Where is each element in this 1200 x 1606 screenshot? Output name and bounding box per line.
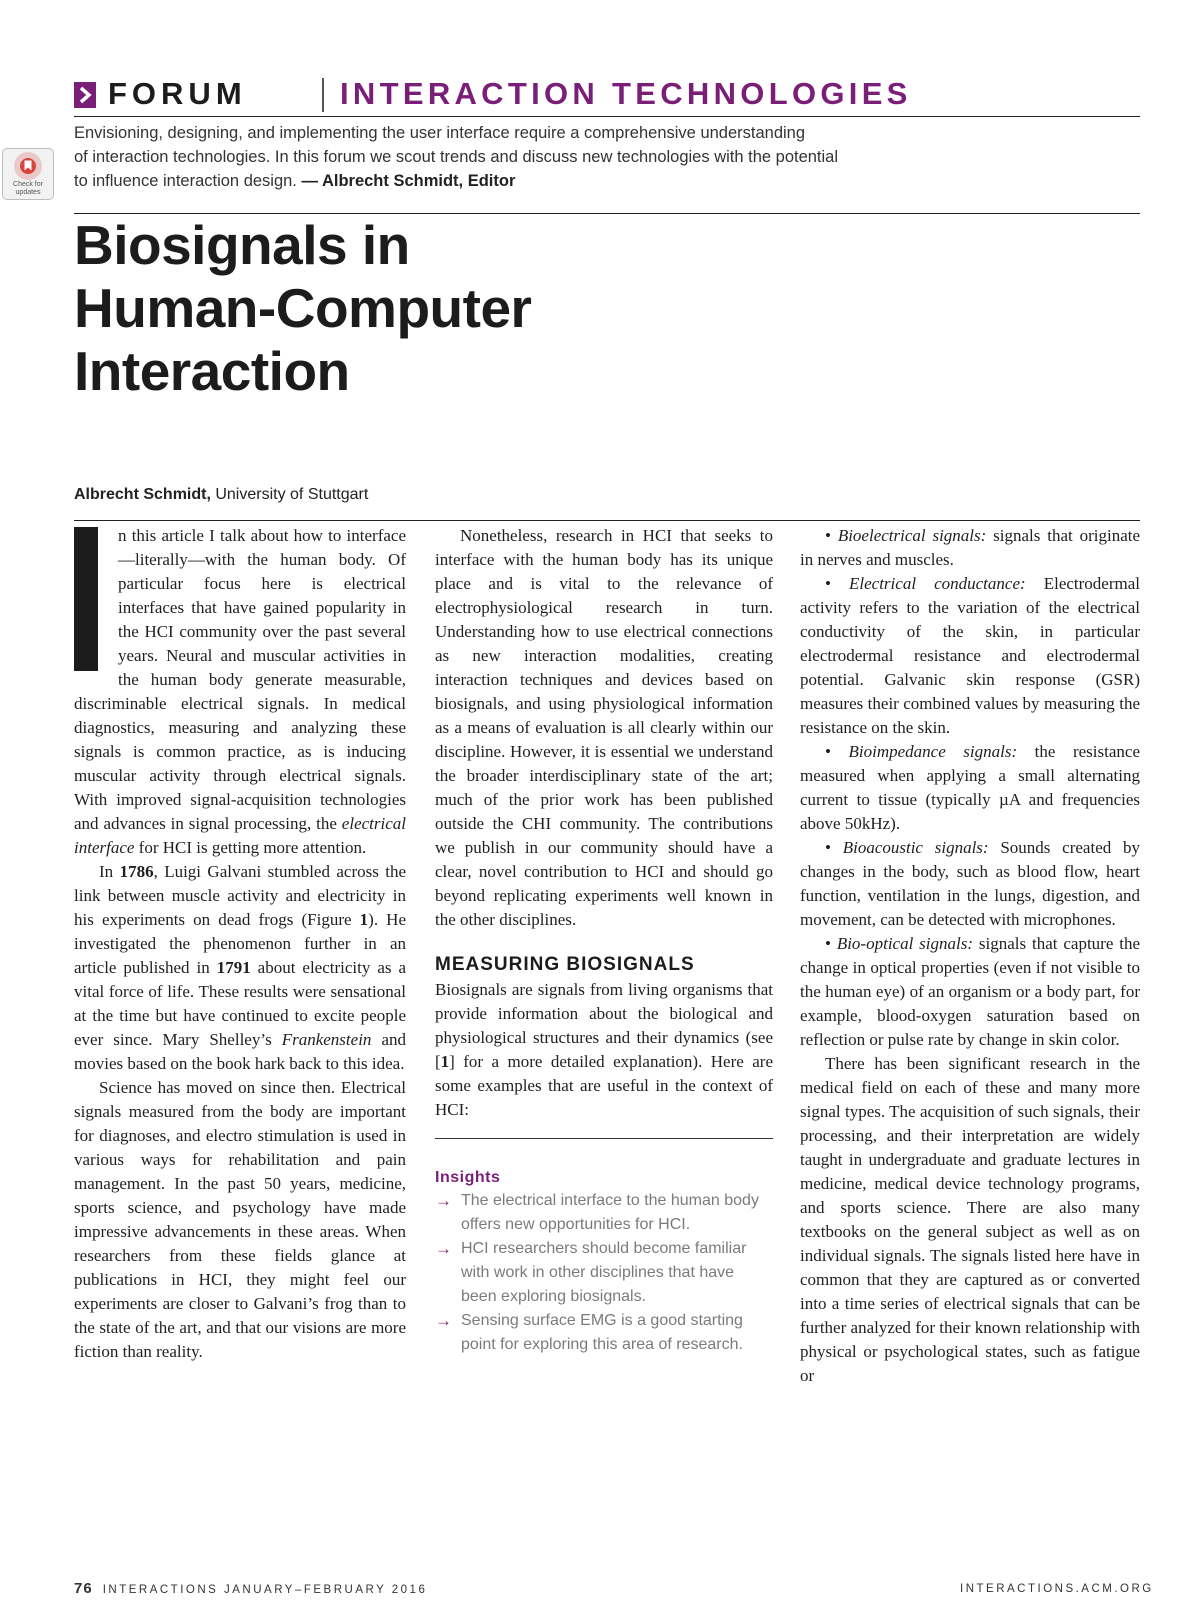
title-line: Biosignals in (74, 214, 410, 276)
signal-text: the resistance measured when applying a small alternating current to tissue (typically µA and frequencies above 50kHz). (800, 742, 1140, 833)
header-rule (74, 116, 1140, 117)
intro-editor: — Albrecht Schmidt, Editor (301, 172, 516, 190)
paragraph-text: , Luigi Galvani stumbled across the link between muscle activity and electricity in his experiments on dead frogs (Figure (74, 862, 406, 929)
forum-label: FORUM (108, 76, 247, 111)
signal-item (800, 572, 1140, 740)
article-title (74, 214, 874, 403)
forum-arrow-icon (74, 82, 96, 108)
signal-term: Bioimpedance signals: (848, 742, 1018, 761)
signal-item (800, 836, 1140, 932)
section-heading: MEASURING BIOSIGNALS (435, 954, 695, 975)
header-divider (322, 78, 324, 112)
insight-text: The electrical interface to the human body offers new opportunities for HCI. (461, 1192, 759, 1233)
reference-link[interactable]: 1 (440, 1052, 450, 1071)
journal-url[interactable]: INTERACTIONS.ACM.ORG (960, 1583, 1154, 1595)
year: 1786 (119, 862, 154, 881)
check-for-updates-label: Check for updates (13, 181, 43, 196)
signal-item (800, 740, 1140, 836)
signal-term: Bio-optical signals: (836, 934, 974, 953)
bullet: • (825, 742, 849, 761)
intro-line: of interaction technologies. In this forum we scout trends and discuss new technologies with the potential (74, 148, 839, 166)
arrow-right-icon: → (435, 1239, 452, 1258)
footer-left (74, 1580, 427, 1597)
check-for-updates-badge[interactable] (2, 148, 54, 200)
paragraph-text: ). He investigated the phenomenon further in an article published in (74, 910, 406, 977)
insight-item (435, 1237, 773, 1309)
emphasis: electrical interface (74, 814, 406, 857)
signal-text: signals that capture the change in optical properties (even if not visible to the human eye) of an organism or a body part, for example, blood-oxygen saturation based on reflection or pulse rate by change in skin color. (800, 934, 1141, 1049)
signal-text: Sounds created by changes in the body, such as blood flow, heart function, ventilation in the lungs, digestion, and movement, can be detected with microphones. (800, 838, 1140, 929)
signal-text: signals that originate in nerves and muscles. (800, 526, 1141, 569)
paragraph-text: n this article I talk about how to interface—literally—with the human body. Of particular focus here is electrical interfaces that have gained popularity in the HCI community over the past several years. Neural and muscular activities in the human body generate measurable, discriminable electrical signals. In medical diagnostics, measuring and analyzing these signals is common practice, as is inducing muscular activity through electrical signals. With improved signal-acquisition technologies and advances in signal processing, the (74, 526, 406, 833)
dropcap-i (74, 527, 98, 671)
figure-ref[interactable]: 1 (359, 910, 369, 929)
signal-term: Bioacoustic signals: (842, 838, 989, 857)
intro-line: Envisioning, designing, and implementing the user interface require a comprehensive understanding (74, 124, 806, 142)
journal-issue: INTERACTIONS JANUARY–FEBRUARY 2016 (102, 1584, 428, 1596)
signal-item (800, 932, 1140, 1052)
paragraph (74, 860, 406, 1076)
forum-intro (74, 121, 1074, 193)
insight-text: HCI researchers should become familiar with work in other disciplines that have been exploring biosignals. (461, 1240, 747, 1305)
paragraph (435, 978, 773, 1122)
paragraph: Nonetheless, research in HCI that seeks to interface with the human body has its unique place and is vital to the relevance of electrophysiological research in turn. Understanding how to use electrical connections as new interaction modalities, creating interaction techniques and devices based on biosignals, and using physiological information as a means of evaluation is all clearly within our discipline. However, it is essential we understand the broader interdisciplinary state of the art; much of the prior work has been published outside the CHI community. The contributions we publish in our community should have a clear, novel contribution to HCI and should go beyond replicating experiments well known in the other disciplines. (435, 526, 773, 929)
insight-text: Sensing surface EMG is a good starting point for exploring this area of research. (461, 1312, 743, 1353)
byline (74, 485, 368, 505)
intro-line (74, 169, 1074, 193)
paragraph-text: and movies based on the book hark back to this idea. (74, 1030, 406, 1073)
book-title: Frankenstein (281, 1030, 372, 1049)
intro-line-text: to influence interaction design. (74, 172, 302, 190)
paragraph-text: Biosignals are signals from living organisms that provide information about the biological and physiological structures and their dynamics (see [ (435, 980, 773, 1071)
arrow-right-icon: → (435, 1191, 452, 1210)
column-2 (435, 524, 773, 1357)
insights-box (435, 1138, 773, 1357)
column-3 (800, 524, 1140, 1388)
paragraph-text: In (99, 862, 120, 881)
section-label: INTERACTION TECHNOLOGIES (340, 76, 912, 111)
title-line: Interaction (74, 340, 350, 402)
column-1 (74, 524, 406, 1364)
title-line: Human-Computer (74, 277, 532, 339)
paragraph (74, 524, 406, 860)
year: 1791 (216, 958, 251, 977)
insights-title: Insights (435, 1169, 501, 1186)
paragraph: Science has moved on since then. Electrical signals measured from the body are important for diagnoses, and electro stimulation is used in various ways for rehabilitation and pain management. In the past 50 years, medicine, sports science, and psychology have made impressive advancements in these areas. When researchers from these fields glance at publications in HCI, they might feel our experiments are closer to Galvani’s frog than to the state of the art, and that our visions are more fiction than reality. (74, 1078, 406, 1361)
paragraph-text: for HCI is getting more attention. (134, 838, 367, 857)
author-name: Albrecht Schmidt, (74, 486, 211, 503)
signal-term: Electrical conductance: (849, 574, 1026, 593)
section-header (74, 76, 1140, 112)
paragraph-text: ] for a more detailed explanation). Here are some examples that are useful in the context of HCI: (435, 1052, 773, 1119)
paragraph-text: about electricity as a vital force of life. These results were sensational at the time but have continued to excite people ever since. Mary Shelley’s (74, 958, 406, 1049)
bullet: • (825, 934, 837, 953)
byline-rule (74, 520, 1140, 521)
arrow-right-icon: → (435, 1311, 452, 1330)
signal-term: Bioelectrical signals: (837, 526, 987, 545)
insight-item (435, 1309, 773, 1357)
insight-item (435, 1189, 773, 1237)
signal-item (800, 524, 1140, 572)
page-number: 76 (74, 1580, 93, 1597)
bullet: • (825, 526, 838, 545)
bullet: • (825, 838, 843, 857)
bullet: • (825, 574, 850, 593)
signal-text: Electrodermal activity refers to the variation of the electrical conductivity of the skin, in particular electrodermal resistance and electrodermal potential. Galvanic skin response (GSR) measures their combined values by measuring the resistance on the skin. (800, 574, 1141, 737)
crossmark-icon (14, 152, 42, 180)
paragraph: There has been significant research in the medical field on each of these and many more signal types. The acquisition of such signals, their processing, and their interpretation are widely taught in undergraduate and graduate lectures in medicine, medical device technology programs, and sports science. There are also many textbooks on the general subject as well as on individual signals. The signals listed here have in common that they are captured as or converted into a time series of electrical signals that can be further analyzed for their known relationship with physical or psychological states, such as fatigue or (800, 1054, 1140, 1385)
author-affiliation: University of Stuttgart (210, 486, 369, 503)
